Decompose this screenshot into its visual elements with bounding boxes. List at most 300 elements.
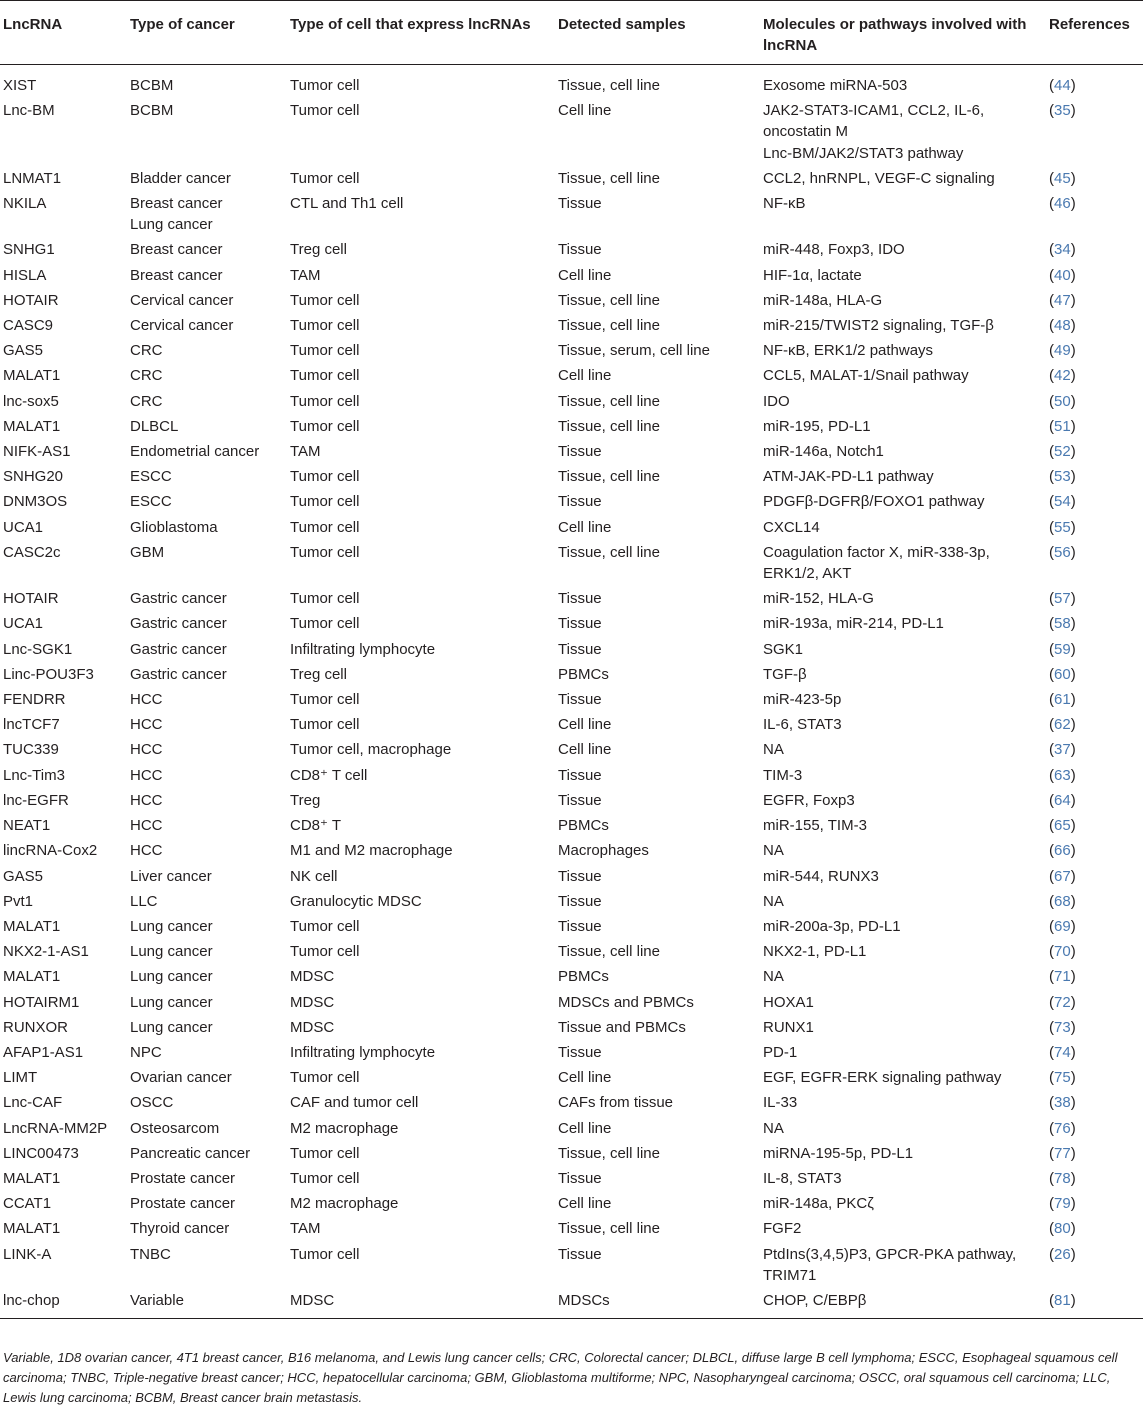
cell-reference: (35) [1049, 102, 1076, 120]
cell-lncrna: Lnc-CAF [3, 1094, 63, 1112]
reference-link[interactable]: 76 [1054, 1119, 1071, 1137]
cell-detected-samples: Tissue, cell line [558, 468, 660, 486]
cell-lncrna: NIFK-AS1 [3, 443, 71, 461]
cell-detected-samples: MDSCs and PBMCs [558, 993, 694, 1011]
cell-cancer-type: Lung cancer [130, 917, 213, 935]
cell-cancer-type: HCC [130, 766, 163, 784]
reference-link[interactable]: 57 [1054, 590, 1071, 608]
table-row [0, 788, 1143, 813]
cell-reference: (54) [1049, 493, 1076, 511]
cell-lncrna: Linc-POU3F3 [3, 665, 94, 683]
reference-link[interactable]: 55 [1054, 518, 1071, 536]
cell-pathways: NA [763, 842, 784, 860]
cell-detected-samples: Tissue [558, 443, 602, 461]
reference-link[interactable]: 59 [1054, 640, 1071, 658]
table-row [0, 237, 1143, 262]
cell-detected-samples: Tissue [558, 867, 602, 885]
cell-cell-type: Tumor cell [290, 1169, 360, 1187]
cell-lncrna: LINK-A [3, 1245, 52, 1263]
cell-cell-type: Tumor cell [290, 317, 360, 335]
cell-pathways: miR-544, RUNX3 [763, 867, 879, 885]
cell-detected-samples: Tissue [558, 691, 602, 709]
cell-pathways: RUNX1 [763, 1018, 814, 1036]
cell-cancer-type: Gastric cancer [130, 665, 227, 683]
table-row [0, 1065, 1143, 1090]
cell-detected-samples: Cell line [558, 1069, 612, 1087]
cell-lncrna: lnc-EGFR [3, 791, 69, 809]
cell-cancer-type: Gastric cancer [130, 615, 227, 633]
table-row [0, 1166, 1143, 1191]
reference-link[interactable]: 72 [1054, 993, 1071, 1011]
cell-cell-type: MDSC [290, 968, 335, 986]
cell-pathways: PDGFβ-DGFRβ/FOXO1 pathway [763, 493, 985, 511]
cell-cell-type: Treg cell [290, 241, 347, 259]
cell-cell-type: Tumor cell [290, 1245, 360, 1263]
cell-reference: (49) [1049, 342, 1076, 360]
cell-cancer-type: CRC [130, 367, 163, 385]
cell-cell-type: M1 and M2 macrophage [290, 842, 453, 860]
table-row [0, 540, 1143, 586]
cell-pathways: miR-193a, miR-214, PD-L1 [763, 615, 944, 633]
cell-cell-type: Tumor cell [290, 590, 360, 608]
cell-lncrna: lncTCF7 [3, 716, 60, 734]
cell-pathways: IL-6, STAT3 [763, 716, 842, 734]
cell-reference: (47) [1049, 291, 1076, 309]
cell-detected-samples: Tissue, cell line [558, 317, 660, 335]
table-body [0, 65, 1143, 1319]
cell-detected-samples: Tissue [558, 917, 602, 935]
cell-cancer-type: GBM [130, 543, 165, 561]
cell-reference: (72) [1049, 993, 1076, 1011]
reference-link[interactable]: 40 [1054, 266, 1071, 284]
table-row [0, 515, 1143, 540]
cell-cell-type: M2 macrophage [290, 1195, 399, 1213]
cell-cancer-type: Cervical cancer [130, 291, 234, 309]
table-row [0, 439, 1143, 464]
cell-cell-type: Tumor cell [290, 943, 360, 961]
cell-reference: (73) [1049, 1018, 1076, 1036]
cell-cell-type: Tumor cell [290, 716, 360, 734]
cell-cancer-type: Cervical cancer [130, 317, 234, 335]
reference-link[interactable]: 61 [1054, 691, 1071, 709]
reference-link[interactable]: 46 [1054, 195, 1071, 213]
cell-cancer-type: Gastric cancer [130, 590, 227, 608]
table-header [0, 1, 1143, 65]
table-row [0, 1242, 1143, 1288]
cell-detected-samples: Tissue [558, 1169, 602, 1187]
cell-reference: (34) [1049, 241, 1076, 259]
cell-pathways: miR-195, PD-L1 [763, 417, 871, 435]
cell-reference: (75) [1049, 1069, 1076, 1087]
cell-detected-samples: Macrophages [558, 842, 649, 860]
table-row [0, 1191, 1143, 1216]
table-row [0, 864, 1143, 889]
reference-link[interactable]: 53 [1054, 468, 1071, 486]
reference-link[interactable]: 75 [1054, 1069, 1071, 1087]
reference-link[interactable]: 35 [1054, 102, 1071, 120]
reference-link[interactable]: 71 [1054, 968, 1071, 986]
cell-cancer-type: NPC [130, 1043, 162, 1061]
cell-cancer-type: BCBM [130, 102, 174, 120]
cell-reference: (61) [1049, 691, 1076, 709]
cell-cancer-type: Liver cancer [130, 867, 212, 885]
cell-lncrna: AFAP1-AS1 [3, 1043, 84, 1061]
reference-link[interactable]: 45 [1054, 169, 1071, 187]
cell-cell-type: Tumor cell [290, 518, 360, 536]
cell-pathways: miR-155, TIM-3 [763, 817, 867, 835]
cell-lncrna: MALAT1 [3, 917, 61, 935]
cell-lncrna: CCAT1 [3, 1195, 52, 1213]
cell-cell-type: Tumor cell [290, 77, 360, 94]
header-cancer-type: Type of cancer [127, 1, 287, 65]
reference-link[interactable]: 68 [1054, 892, 1071, 910]
reference-link[interactable]: 38 [1054, 1094, 1071, 1112]
reference-link[interactable]: 47 [1054, 291, 1071, 309]
cell-pathways: CHOP, C/EBPβ [760, 1288, 1046, 1319]
cell-detected-samples: PBMCs [558, 665, 609, 683]
reference-link[interactable]: 70 [1054, 943, 1071, 961]
cell-cell-type: Tumor cell [290, 493, 360, 511]
cell-reference: (64) [1049, 791, 1076, 809]
cell-lncrna: CASC2c [3, 543, 61, 561]
table-row [0, 712, 1143, 737]
reference-link[interactable]: 49 [1054, 342, 1071, 360]
cell-cancer-type: Lung cancer [130, 1018, 213, 1036]
cell-pathways: NA [763, 968, 784, 986]
cell-detected-samples: Cell line [558, 1119, 612, 1137]
cell-pathways: CXCL14 [763, 518, 820, 536]
cell-lncrna: GAS5 [3, 342, 44, 360]
cell-lncrna: Lnc-Tim3 [3, 766, 65, 784]
cell-cell-type: TAM [290, 1220, 321, 1238]
cell-cancer-type: Variable [127, 1288, 287, 1319]
cell-pathways: miR-215/TWIST2 signaling, TGF-β [763, 317, 994, 335]
reference-link[interactable]: 44 [1054, 77, 1071, 94]
cell-detected-samples: Tissue [558, 766, 602, 784]
cell-cell-type: Tumor cell [290, 291, 360, 309]
table-row [0, 1141, 1143, 1166]
cell-cell-type: Tumor cell [290, 169, 360, 187]
cell-lncrna: MALAT1 [3, 968, 61, 986]
cell-reference: (46) [1049, 195, 1076, 213]
cell-detected-samples: MDSCs [555, 1288, 760, 1319]
cell-lncrna: MALAT1 [3, 417, 61, 435]
cell-cancer-type: HCC [130, 716, 163, 734]
cell-reference: (57) [1049, 590, 1076, 608]
table-row [0, 489, 1143, 514]
cell-detected-samples: Tissue [558, 1245, 602, 1263]
cell-cancer-type: Endometrial cancer [130, 443, 260, 461]
cell-cancer-type: TNBC [130, 1245, 171, 1263]
cell-lncrna: TUC339 [3, 741, 59, 759]
cell-detected-samples: Tissue [558, 1043, 602, 1061]
reference-link[interactable]: 26 [1054, 1245, 1071, 1263]
cell-detected-samples: Cell line [558, 102, 612, 120]
cell-cancer-type: CRC [130, 342, 163, 360]
cell-reference: (26) [1049, 1245, 1076, 1263]
cell-reference: (68) [1049, 892, 1076, 910]
table-row [0, 1216, 1143, 1241]
cell-cancer-type: Prostate cancer [130, 1169, 236, 1187]
reference-link[interactable]: 69 [1054, 917, 1071, 935]
cell-lncrna: LIMT [3, 1069, 38, 1087]
cell-lncrna: MALAT1 [3, 367, 61, 385]
cell-pathways: NF-κB [763, 195, 806, 213]
cell-detected-samples: Tissue [558, 195, 602, 213]
cell-reference: (50) [1049, 392, 1076, 410]
cell-lncrna: NKILA [3, 195, 47, 213]
cell-cancer-type: HCC [130, 791, 163, 809]
cell-cell-type: Infiltrating lymphocyte [290, 640, 436, 658]
cell-detected-samples: Tissue, cell line [558, 943, 660, 961]
cell-pathways: PD-1 [763, 1043, 798, 1061]
cell-reference: (58) [1049, 615, 1076, 633]
reference-link[interactable]: 66 [1054, 842, 1071, 860]
cell-cell-type: Tumor cell [290, 1069, 360, 1087]
cell-detected-samples: PBMCs [558, 817, 609, 835]
reference-link[interactable]: 65 [1054, 817, 1071, 835]
cell-cell-type: Granulocytic MDSC [290, 892, 422, 910]
cell-lncrna: UCA1 [3, 615, 44, 633]
cell-detected-samples: Tissue [558, 640, 602, 658]
cell-pathways: EGFR, Foxp3 [763, 791, 855, 809]
cell-lncrna: MALAT1 [3, 1169, 61, 1187]
table-row [0, 1015, 1143, 1040]
reference-link[interactable]: 79 [1054, 1195, 1071, 1213]
cell-pathways: miR-448, Foxp3, IDO [763, 241, 905, 259]
reference-link[interactable]: 56 [1054, 543, 1071, 561]
reference-link[interactable]: 80 [1054, 1220, 1071, 1238]
cell-detected-samples: Tissue, cell line [558, 1220, 660, 1238]
cell-detected-samples: Tissue [558, 791, 602, 809]
reference-link[interactable]: 60 [1054, 665, 1071, 683]
reference-link[interactable]: 78 [1054, 1169, 1071, 1187]
cell-cell-type: Infiltrating lymphocyte [290, 1043, 436, 1061]
table-row [0, 389, 1143, 414]
table-row [0, 889, 1143, 914]
header-pathways: Molecules or pathways involved with lncRNA [760, 1, 1046, 65]
cell-cancer-type: Lung cancer [130, 943, 213, 961]
cell-pathways: Coagulation factor X, miR-338-3p, ERK1/2, AKT [763, 543, 990, 583]
cell-cancer-type: BCBM [130, 77, 174, 94]
cell-cell-type: Tumor cell [290, 392, 360, 410]
cell-lncrna: XIST [3, 77, 37, 94]
cell-lncrna: Pvt1 [3, 892, 34, 910]
table-row [0, 990, 1143, 1015]
table-row [0, 1040, 1143, 1065]
cell-detected-samples: Cell line [558, 266, 612, 284]
reference-link[interactable]: 64 [1054, 791, 1071, 809]
reference-link[interactable]: 74 [1054, 1043, 1071, 1061]
header-detected-samples: Detected samples [555, 1, 760, 65]
cell-cancer-type: LLC [130, 892, 158, 910]
cell-lncrna: LNMAT1 [3, 169, 62, 187]
cell-cell-type: MDSC [290, 993, 335, 1011]
table-row [0, 414, 1143, 439]
cell-reference: (53) [1049, 468, 1076, 486]
cell-lncrna: HOTAIR [3, 291, 59, 309]
cell-cancer-type: Gastric cancer [130, 640, 227, 658]
cell-pathways: HOXA1 [763, 993, 814, 1011]
table-row [0, 611, 1143, 636]
cell-cell-type: Tumor cell [290, 543, 360, 561]
cell-pathways: NKX2-1, PD-L1 [763, 943, 867, 961]
cell-lncrna: MALAT1 [3, 1220, 61, 1238]
reference-link[interactable]: 62 [1054, 716, 1071, 734]
cell-pathways: miR-146a, Notch1 [763, 443, 884, 461]
cell-cell-type: Tumor cell [290, 1144, 360, 1162]
table-row [0, 964, 1143, 989]
cell-cancer-type: DLBCL [130, 417, 179, 435]
cell-cancer-type: ESCC [130, 468, 172, 486]
reference-link[interactable]: 42 [1054, 367, 1071, 385]
reference-link[interactable]: 81 [1054, 1291, 1071, 1309]
table-row [0, 98, 1143, 166]
cell-cell-type: Tumor cell [290, 691, 360, 709]
cell-detected-samples: CAFs from tissue [558, 1094, 674, 1112]
cell-lncrna: SNHG1 [3, 241, 55, 259]
cell-lncrna: NKX2-1-AS1 [3, 943, 89, 961]
cell-lncrna: LncRNA-MM2P [3, 1119, 108, 1137]
reference-link[interactable]: 63 [1054, 766, 1071, 784]
cell-cell-type: TAM [290, 443, 321, 461]
cell-cancer-type: Lung cancer [130, 993, 213, 1011]
cell-pathways: PtdIns(3,4,5)P3, GPCR-PKA pathway, TRIM71 [763, 1245, 1017, 1284]
table-row [0, 338, 1143, 363]
cell-pathways: ATM-JAK-PD-L1 pathway [763, 468, 934, 486]
cell-cancer-type: HCC [130, 817, 163, 835]
table-row [0, 288, 1143, 313]
reference-link[interactable]: 54 [1054, 493, 1071, 511]
cell-reference: (40) [1049, 266, 1076, 284]
table-row [0, 65, 1143, 99]
cell-reference: (74) [1049, 1043, 1076, 1061]
cell-cell-type: Treg cell [290, 665, 347, 683]
header-row [0, 1, 1143, 65]
cell-reference: (52) [1049, 443, 1076, 461]
cell-pathways: CCL2, hnRNPL, VEGF-C signaling [763, 169, 995, 187]
cell-cancer-type: HCC [130, 741, 163, 759]
cell-lncrna: HOTAIR [3, 590, 59, 608]
cell-cancer-type: Glioblastoma [130, 518, 218, 536]
cell-reference: (69) [1049, 917, 1076, 935]
cell-cell-type: Treg [290, 791, 321, 809]
cell-lncrna: lnc-sox5 [3, 392, 59, 410]
cell-pathways: miRNA-195-5p, PD-L1 [763, 1144, 914, 1162]
header-lncrna: LncRNA [0, 1, 127, 65]
cell-cell-type: CAF and tumor cell [290, 1094, 419, 1112]
table-row [0, 914, 1143, 939]
table-row [0, 687, 1143, 712]
reference-link[interactable]: 58 [1054, 615, 1071, 633]
cell-pathways: NF-κB, ERK1/2 pathways [763, 342, 934, 360]
reference-link[interactable]: 50 [1054, 392, 1071, 410]
cell-pathways: TGF-β [763, 665, 807, 683]
table-row [0, 363, 1143, 388]
table-row [0, 191, 1143, 237]
cell-cancer-type: Prostate cancer [130, 1195, 236, 1213]
cell-pathways: IL-33 [763, 1094, 798, 1112]
cell-reference: (63) [1049, 766, 1076, 784]
cell-reference: (56) [1049, 543, 1076, 561]
reference-link[interactable]: 51 [1054, 417, 1071, 435]
cell-cancer-type: CRC [130, 392, 163, 410]
cell-lncrna: lnc-chop [0, 1288, 127, 1319]
table-row [0, 838, 1143, 863]
cell-lncrna: CASC9 [3, 317, 54, 335]
cell-lncrna: HISLA [3, 266, 47, 284]
cell-detected-samples: Tissue, cell line [558, 417, 660, 435]
reference-link[interactable]: 48 [1054, 317, 1071, 335]
cell-pathways: FGF2 [763, 1220, 802, 1238]
cell-reference: (71) [1049, 968, 1076, 986]
cell-cancer-type: ESCC [130, 493, 172, 511]
reference-link[interactable]: 52 [1054, 443, 1071, 461]
reference-link[interactable]: 77 [1054, 1144, 1071, 1162]
reference-link[interactable]: 37 [1054, 741, 1071, 759]
cell-reference: (70) [1049, 943, 1076, 961]
cell-detected-samples: Tissue [558, 590, 602, 608]
cell-reference: (44) [1049, 77, 1076, 94]
table-footnote: Variable, 1D8 ovarian cancer, 4T1 breast cancer, B16 melanoma, and Lewis lung cancer cells; CRC, Colorectal cancer; DLBCL, diffuse large B cell lymphoma; ESCC, Esophageal squamous cell carcinoma; TNBC, Triple-negative breast cancer; HCC, hepatocellular carcinoma; GBM, Glioblastoma multiforme; NPC, Nasopharyngeal carcinoma; OSCC, oral squamous cell carcinoma; LLC, Lewis lung carcinoma; BCBM, Breast cancer brain metastasis. [3, 1350, 1118, 1405]
reference-link[interactable]: 67 [1054, 867, 1071, 885]
cell-cell-type: Tumor cell [290, 102, 360, 120]
cell-cancer-type: HCC [130, 842, 163, 860]
cell-pathways: miR-200a-3p, PD-L1 [763, 917, 901, 935]
cell-detected-samples: Cell line [558, 1195, 612, 1213]
cell-reference: (78) [1049, 1169, 1076, 1187]
table-row [0, 263, 1143, 288]
cell-reference: (51) [1049, 417, 1076, 435]
cell-detected-samples: Cell line [558, 518, 612, 536]
cell-reference: (66) [1049, 842, 1076, 860]
table-row [0, 464, 1143, 489]
cell-cell-type: Tumor cell [290, 468, 360, 486]
cell-cell-type: Tumor cell, macrophage [290, 741, 452, 759]
reference-link[interactable]: 73 [1054, 1018, 1071, 1036]
cell-reference: (65) [1049, 817, 1076, 835]
cell-pathways: EGF, EGFR-ERK signaling pathway [763, 1069, 1002, 1087]
cell-detected-samples: Tissue, cell line [558, 77, 660, 94]
header-cell-type: Type of cell that express lncRNAs [287, 1, 555, 65]
cell-pathways: JAK2-STAT3-ICAM1, CCL2, IL-6, oncostatin M Lnc-BM/JAK2/STAT3 pathway [763, 102, 985, 162]
cell-cancer-type: Ovarian cancer [130, 1069, 232, 1087]
cell-pathways: IDO [763, 392, 790, 410]
cell-reference: (60) [1049, 665, 1076, 683]
cell-reference: (62) [1049, 716, 1076, 734]
cell-pathways: Exosome miRNA-503 [763, 77, 908, 94]
cell-detected-samples: Tissue, cell line [558, 169, 660, 187]
cell-detected-samples: Cell line [558, 367, 612, 385]
cell-detected-samples: Tissue [558, 615, 602, 633]
cell-lncrna: HOTAIRM1 [3, 993, 80, 1011]
cell-detected-samples: Cell line [558, 741, 612, 759]
cell-pathways: miR-148a, HLA-G [763, 291, 883, 309]
cell-detected-samples: Tissue, cell line [558, 543, 660, 561]
cell-cancer-type: Pancreatic cancer [130, 1144, 251, 1162]
cell-reference: (45) [1049, 169, 1076, 187]
table-row [0, 637, 1143, 662]
cell-reference: (80) [1049, 1220, 1076, 1238]
cell-cell-type: M2 macrophage [290, 1119, 399, 1137]
cell-cancer-type: Osteosarcom [130, 1119, 220, 1137]
table-row [0, 1116, 1143, 1141]
cell-cell-type: CD8⁺ T cell [290, 766, 368, 784]
cell-lncrna: RUNXOR [3, 1018, 69, 1036]
reference-link[interactable]: 34 [1054, 241, 1071, 259]
cell-detected-samples: Cell line [558, 716, 612, 734]
cell-lncrna: GAS5 [3, 867, 44, 885]
